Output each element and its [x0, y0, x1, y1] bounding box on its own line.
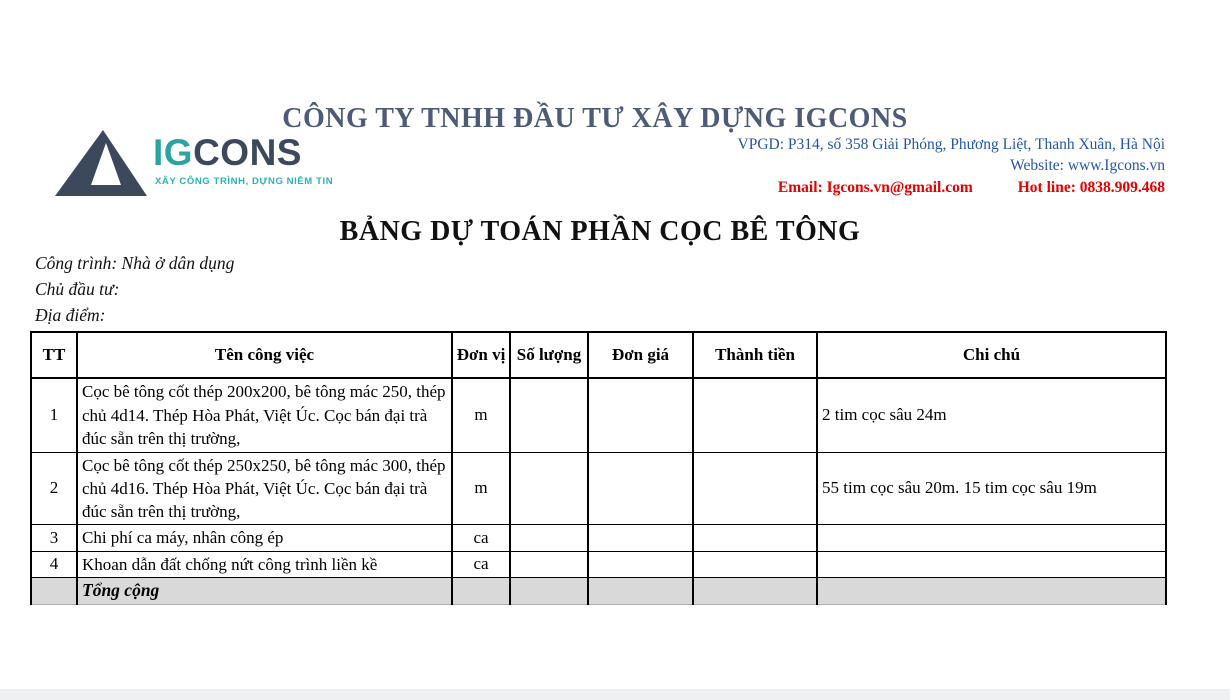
location-line: Địa điểm:	[35, 305, 106, 325]
cell-total	[693, 525, 817, 551]
table-total-row	[31, 577, 1166, 604]
cell-unit: ca	[452, 551, 510, 577]
company-name: CÔNG TY TNHH ĐẦU TƯ XÂY DỰNG IGCONS	[282, 103, 908, 134]
project-name-line: Công trình: Nhà ở dân dụng	[35, 253, 235, 273]
cell-empty	[693, 577, 817, 604]
company-address: VPGD: P314, số 358 Giải Phóng, Phương Liệt, Thanh Xuân, Hà Nội	[737, 136, 1165, 153]
page-title: BẢNG DỰ TOÁN PHẦN CỌC BÊ TÔNG	[339, 216, 861, 247]
cell-empty	[452, 577, 510, 604]
cell-quantity	[510, 525, 588, 551]
cell-total	[693, 378, 817, 452]
cell-empty	[817, 577, 1166, 604]
logo-tagline: XÂY CÔNG TRÌNH, DỰNG NIỀM TIN	[155, 176, 334, 187]
cell-quantity	[510, 551, 588, 577]
table-row-1	[31, 378, 1166, 452]
table-header-row	[31, 332, 1166, 378]
cell-total	[693, 551, 817, 577]
cell-unit: ca	[452, 525, 510, 551]
contact-block	[738, 134, 1165, 198]
col-header-unit: Đơn vị	[452, 332, 510, 378]
total-label: Tổng cộng	[77, 577, 452, 604]
cell-tt: 4	[31, 551, 77, 577]
company-website: Website: www.Igcons.vn	[1010, 157, 1165, 174]
table-row-2	[31, 452, 1166, 525]
contact-red-line	[738, 177, 1165, 198]
cell-total	[693, 452, 817, 525]
company-hotline: Hot line: 0838.909.468	[1017, 179, 1165, 196]
company-logo	[55, 126, 334, 200]
col-header-unit-price: Đơn giá	[588, 332, 693, 378]
triangle-logo-icon	[55, 130, 147, 196]
col-header-quantity: Số lượng	[510, 332, 588, 378]
cell-unit: m	[452, 378, 510, 452]
col-header-note: Chi chú	[817, 332, 1166, 378]
cell-quantity	[510, 378, 588, 452]
logo-text-cons: CONS	[193, 132, 302, 173]
col-header-tt: TT	[31, 332, 77, 378]
cell-empty	[510, 577, 588, 604]
cell-unit-price	[588, 378, 693, 452]
cell-note: 55 tim cọc sâu 20m. 15 tim cọc sâu 19m	[817, 452, 1166, 525]
company-email: Email: Igcons.vn@gmail.com	[777, 179, 973, 196]
logo-wordmark	[153, 134, 302, 171]
cell-note	[817, 551, 1166, 577]
cell-tt: 1	[31, 378, 77, 452]
table-row-3	[31, 525, 1166, 551]
cell-unit: m	[452, 452, 510, 525]
logo-text-ig: IG	[153, 132, 194, 173]
table-row-4	[31, 551, 1166, 577]
cell-task: Khoan dẫn đất chống nứt công trình liền kề	[77, 551, 452, 577]
estimate-table	[30, 331, 1167, 605]
cell-tt: 2	[31, 452, 77, 525]
cell-empty	[588, 577, 693, 604]
cell-note: 2 tim cọc sâu 24m	[817, 378, 1166, 452]
page-bottom-edge	[0, 689, 1230, 700]
cell-note	[817, 525, 1166, 551]
cell-task: Cọc bê tông cốt thép 200x200, bê tông mác 250, thép chủ 4d14. Thép Hòa Phát, Việt Úc. Cọc bán đại trà đúc sẵn trên thị trường,	[77, 378, 452, 452]
cell-tt: 3	[31, 525, 77, 551]
cell-task: Chi phí ca máy, nhân công ép	[77, 525, 452, 551]
investor-line: Chủ đầu tư:	[35, 279, 120, 299]
col-header-task: Tên công việc	[77, 332, 452, 378]
cell-unit-price	[588, 525, 693, 551]
cell-quantity	[510, 452, 588, 525]
cell-task: Cọc bê tông cốt thép 250x250, bê tông mác 300, thép chủ 4d16. Thép Hòa Phát, Việt Úc. Cọc bán đại trà đúc sẵn trên thị trường,	[77, 452, 452, 525]
col-header-total: Thành tiền	[693, 332, 817, 378]
cell-unit-price	[588, 452, 693, 525]
cell-empty	[31, 577, 77, 604]
cell-unit-price	[588, 551, 693, 577]
